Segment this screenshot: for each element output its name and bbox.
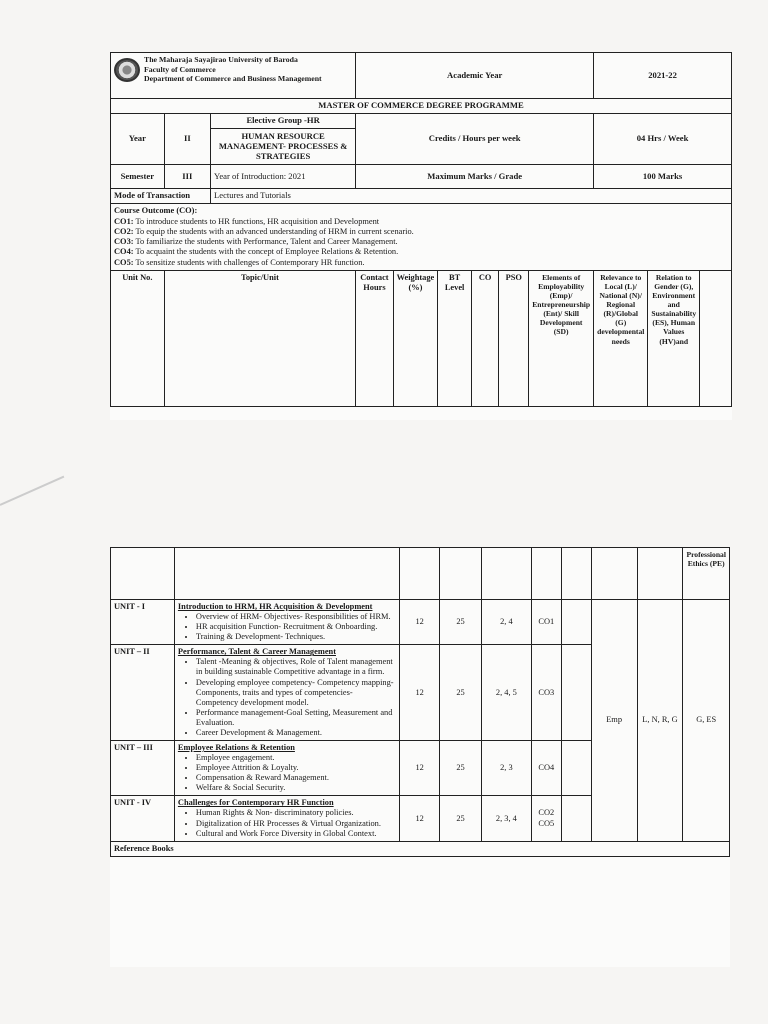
- university-name: The Maharaja Sayajirao University of Baroda: [144, 55, 298, 64]
- list-item: • Training & Development- Techniques.: [196, 632, 396, 642]
- list-item: • Employee Attrition & Loyalty.: [196, 763, 396, 773]
- list-item: • Overview of HRM- Objectives- Responsibilities of HRM.: [196, 612, 396, 622]
- academic-year-label: Academic Year: [356, 53, 594, 99]
- semester-label: Semester: [111, 165, 165, 189]
- unit-label: UNIT – III: [111, 741, 175, 796]
- unit-topic: [174, 741, 399, 796]
- co-item: CO5: To sensitize students with challenges of Contemporary HR function.: [114, 257, 365, 267]
- col-contact-hours: Contact Hours: [356, 270, 393, 406]
- unit-weightage: 25: [440, 600, 482, 645]
- semester-value: III: [164, 165, 210, 189]
- list-item: • Digitalization of HR Processes & Virtual Organization.: [196, 819, 396, 829]
- max-marks-value: 100 Marks: [594, 165, 732, 189]
- col-relevance: Relevance to Local (L)/ National (N)/ Regional (R)/Global (G) developmental needs: [594, 270, 648, 406]
- elective-group: Elective Group -HR: [211, 114, 355, 129]
- university-seal-icon: [114, 58, 140, 82]
- unit-title: Introduction to HRM, HR Acquisition & Development: [177, 602, 373, 611]
- co-item: CO1: To introduce students to HR functions, HR acquisition and Development: [114, 216, 380, 226]
- co-title: Course Outcome (CO):: [114, 206, 198, 216]
- course-outcomes: [111, 204, 732, 271]
- unit-label: UNIT – II: [111, 645, 175, 741]
- unit-topic: [174, 600, 399, 645]
- max-marks-label: Maximum Marks / Grade: [356, 165, 594, 189]
- unit-hours: 12: [400, 600, 440, 645]
- co-item: CO3: To familiarize the students with Performance, Talent and Career Management.: [114, 237, 398, 246]
- list-item: • Talent -Meaning & objectives, Role of Talent management in building sustainable Competitive advantage in a firm.: [196, 657, 396, 677]
- credits-label: Credits / Hours per week: [356, 113, 594, 165]
- syllabus-page-top: [110, 52, 732, 420]
- department-name: Department of Commerce and Business Management: [144, 74, 322, 84]
- relevance-value: L, N, R, G: [637, 600, 683, 842]
- relation-value: G, ES: [683, 600, 730, 842]
- credits-value: 04 Hrs / Week: [594, 113, 732, 165]
- unit-bt: 2, 3: [481, 741, 531, 796]
- list-item: • Human Rights & Non- discriminatory policies.: [196, 808, 396, 818]
- col-elements: Elements of Employability (Emp)/ Entrepreneurship (Ent)/ Skill Development (SD): [529, 270, 594, 406]
- paper-fold-mark: [0, 476, 64, 506]
- units-table: [110, 547, 730, 857]
- unit-topic: [174, 645, 399, 741]
- co-item: CO4: To acquaint the students with the concept of Employee Relations & Retention.: [114, 247, 399, 257]
- syllabus-page-bottom: [110, 547, 730, 967]
- list-item: • Welfare & Social Security.: [196, 783, 396, 793]
- unit-bt: 2, 3, 4: [481, 796, 531, 841]
- list-item: • Employee engagement.: [196, 753, 396, 763]
- unit-title: Performance, Talent & Career Management: [177, 647, 336, 657]
- year-label: Year: [111, 113, 165, 165]
- co-item: CO2: To equip the students with an advanced understanding of HRM in current scenario.: [114, 226, 414, 236]
- col-relation: Relation to Gender (G), Environment and Sustainability (ES), Human Values (HV)and: [648, 270, 700, 406]
- course-header-table: [110, 52, 732, 407]
- unit-hours: 12: [400, 796, 440, 841]
- unit-topic: [174, 796, 399, 841]
- list-item: • Compensation & Reward Management.: [196, 773, 396, 783]
- mode-value: Lectures and Tutorials: [211, 189, 732, 204]
- unit-weightage: 25: [440, 741, 482, 796]
- university-cell: [111, 53, 356, 99]
- unit-title: Employee Relations & Retention: [177, 743, 295, 753]
- col-professional-ethics: Professional Ethics (PE): [683, 548, 730, 600]
- list-item: • Developing employee competency- Competency mapping- Components, traits and types of competencies- Competency development model.: [196, 678, 396, 708]
- col-pso: PSO: [499, 270, 529, 406]
- mode-label: Mode of Transaction: [111, 189, 211, 204]
- col-weightage: Weightage (%): [393, 270, 438, 406]
- unit-hours: 12: [400, 645, 440, 741]
- col-empty: [700, 270, 732, 406]
- unit-co: CO4: [531, 741, 561, 796]
- list-item: • Performance management-Goal Setting, Measurement and Evaluation.: [196, 708, 396, 728]
- reference-books: Reference Books: [111, 841, 730, 856]
- col-co: CO: [471, 270, 498, 406]
- list-item: • Cultural and Work Force Diversity in Global Context.: [196, 829, 396, 839]
- unit-weightage: 25: [440, 645, 482, 741]
- table-row: [111, 600, 730, 645]
- unit-hours: 12: [400, 741, 440, 796]
- course-title: HUMAN RESOURCE MANAGEMENT- PROCESSES & STRATEGIES: [218, 130, 348, 161]
- unit-co: CO2 CO5: [531, 796, 561, 841]
- unit-bt: 2, 4: [481, 600, 531, 645]
- programme-title: MASTER OF COMMERCE DEGREE PROGRAMME: [111, 99, 732, 114]
- list-item: • Career Development & Management.: [196, 728, 396, 738]
- col-bt-level: BT Level: [438, 270, 472, 406]
- unit-co: CO3: [531, 645, 561, 741]
- intro-year: Year of Introduction: 2021: [211, 165, 356, 189]
- elements-value: Emp: [591, 600, 637, 842]
- unit-co: CO1: [531, 600, 561, 645]
- unit-label: UNIT - I: [111, 600, 175, 645]
- list-item: • HR acquisition Function- Recruitment & Onboarding.: [196, 622, 396, 632]
- col-topic: Topic/Unit: [164, 270, 356, 406]
- academic-year-value: 2021-22: [594, 53, 732, 99]
- faculty-name: Faculty of Commerce: [144, 64, 216, 74]
- year-value: II: [164, 113, 210, 165]
- unit-label: UNIT - IV: [111, 796, 175, 841]
- unit-bt: 2, 4, 5: [481, 645, 531, 741]
- col-unit-no: Unit No.: [111, 270, 165, 406]
- unit-weightage: 25: [440, 796, 482, 841]
- unit-title: Challenges for Contemporary HR Function: [177, 798, 334, 808]
